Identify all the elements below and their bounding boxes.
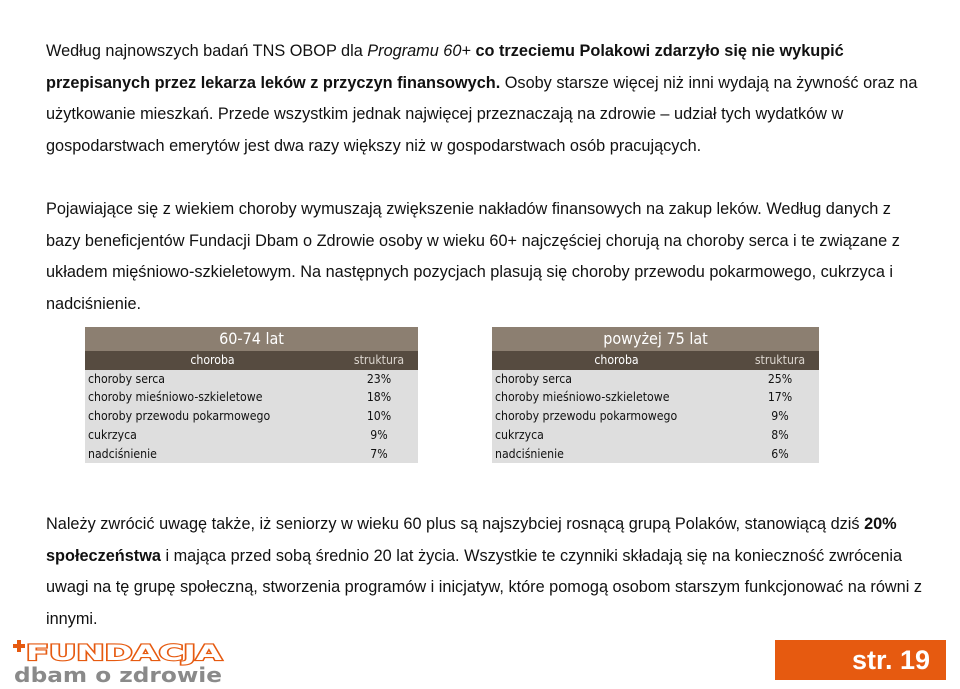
fundacja-logo xyxy=(11,640,225,684)
column-header-disease: choroba xyxy=(492,351,738,370)
disease-name: nadciśnienie xyxy=(85,445,337,464)
diseases-paragraph: Pojawiające się z wiekiem choroby wymuszają zwiększenie nakładów finansowych na zakup leków. Według danych z bazy beneficjentów Fundacji Dbam o Zdrowie osoby w wieku 60+ najczęściej chorują na choroby serca i te związane z układem mięśniowo-szkieletowym. Na następnych pozycjach plasują się choroby przewodu pokarmowego, cukrzyca i nadciśnienie. xyxy=(46,200,900,313)
intro-text-1: Według najnowszych badań TNS OBOP dla xyxy=(46,42,368,60)
disease-name: cukrzyca xyxy=(492,426,738,445)
logo-line-1: FUNDACJA xyxy=(26,641,223,666)
table-row xyxy=(492,388,819,407)
closing-bold-share: 20% społeczeństwa xyxy=(46,515,897,565)
intro-program-name: Programu 60+ xyxy=(367,42,471,60)
table-title: 60-74 lat xyxy=(85,327,418,351)
disease-name: cukrzyca xyxy=(85,426,337,445)
logo-line-2: dbam o zdrowie xyxy=(14,663,223,684)
table-row xyxy=(492,445,819,464)
page-number-box xyxy=(775,640,946,680)
table-title: powyżej 75 lat xyxy=(492,327,819,351)
intro-text-2: Osoby starsze więcej niż inni wydają na żywność oraz na użytkowanie mieszkań. Przede wszystkim jednak najwięcej przeznaczają na zdrowie – udział tych wydatków w gospodarstwach emerytów jest dwa razy większy niż w gospodarstwach osób pracujących. xyxy=(46,73,918,155)
closing-text-1: Należy zwrócić uwagę także, iż seniorzy w wieku 60 plus są najszybciej rosnącą grupą Polaków, stanowiącą dziś xyxy=(46,515,865,533)
table-row xyxy=(85,426,418,445)
table-age-60-74 xyxy=(85,327,418,463)
column-header-share: struktura xyxy=(337,351,418,370)
disease-share: 6% xyxy=(738,445,819,464)
table-row xyxy=(492,426,819,445)
table-row xyxy=(492,370,819,389)
table-row xyxy=(85,445,418,464)
disease-share: 9% xyxy=(337,426,418,445)
disease-share: 8% xyxy=(738,426,819,445)
closing-text-2: i mająca przed sobą średnio 20 lat życia. Wszystkie te czynniki składają się na konieczność zwrócenia uwagi na tę grupę społeczną, stworzenia programów i inicjatyw, które pomogą osobom starszym funkcjonować na równi z innymi. xyxy=(46,546,922,628)
table-row xyxy=(492,407,819,426)
table-row xyxy=(85,407,418,426)
intro-bold-statement: co trzeciemu Polakowi zdarzyło się nie wykupić przepisanych przez lekarza leków z przyczyn finansowych. xyxy=(46,42,844,92)
disease-share: 25% xyxy=(738,370,819,389)
intro-paragraph xyxy=(46,36,926,162)
disease-share: 17% xyxy=(738,388,819,407)
column-header-disease: choroba xyxy=(85,351,337,370)
disease-name: choroby przewodu pokarmowego xyxy=(492,407,738,426)
disease-name: choroby mieśniowo-szkieletowe xyxy=(492,388,738,407)
disease-share: 9% xyxy=(738,407,819,426)
disease-name: choroby serca xyxy=(492,370,738,389)
table-row xyxy=(85,370,418,389)
table-age-75-plus xyxy=(492,327,819,463)
disease-share: 18% xyxy=(337,388,418,407)
closing-paragraph xyxy=(46,509,926,635)
table-row xyxy=(85,388,418,407)
disease-name: choroby mieśniowo-szkieletowe xyxy=(85,388,337,407)
plus-cross-icon xyxy=(13,640,25,652)
disease-name: choroby przewodu pokarmowego xyxy=(85,407,337,426)
disease-name: choroby serca xyxy=(85,370,337,389)
disease-name: nadciśnienie xyxy=(492,445,738,464)
page-number: str. 19 xyxy=(851,645,930,675)
column-header-share: struktura xyxy=(738,351,819,370)
disease-share: 10% xyxy=(337,407,418,426)
disease-share: 23% xyxy=(337,370,418,389)
disease-share: 7% xyxy=(337,445,418,464)
